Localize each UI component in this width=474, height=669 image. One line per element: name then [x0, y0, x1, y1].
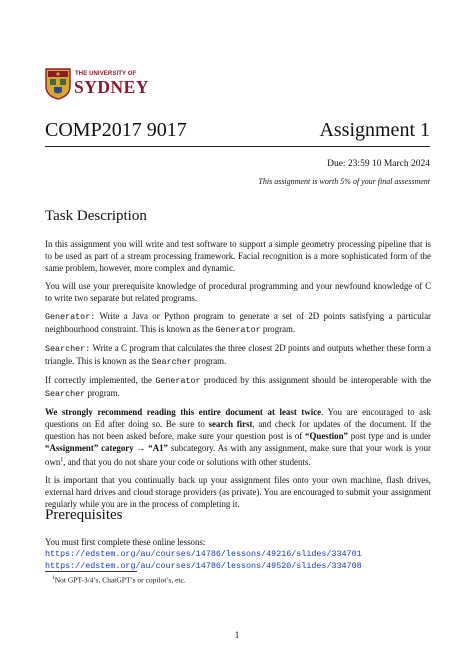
- title-divider: [45, 146, 430, 147]
- prerequisites-body: [45, 536, 431, 572]
- question-type-emphasis: “Question”: [305, 431, 348, 441]
- university-logo: [45, 68, 155, 106]
- footnote-text: Not GPT-3/4’s, ChatGPT’s or copilot’s, etc.: [54, 575, 186, 585]
- title-row: [45, 119, 430, 145]
- interop-text-end: program.: [85, 388, 120, 398]
- instructions-text: subcategory. As with any assignment, make sure that your work is your own: [45, 443, 432, 467]
- generator-label: Generator:: [45, 312, 96, 322]
- instructions-text: . You are encouraged to ask questions on Ed after doing so. Be sure to: [45, 407, 431, 429]
- subcategory-emphasis: “A1”: [148, 443, 168, 453]
- search-first-emphasis: search first: [208, 419, 253, 429]
- university-wordmark: SYDNEY: [74, 77, 149, 97]
- interop-paragraph: [45, 374, 431, 400]
- instructions-paragraph: [45, 406, 431, 468]
- searcher-text-end: program.: [191, 356, 227, 366]
- generator-name: Generator: [155, 376, 201, 386]
- generator-text-end: program.: [260, 324, 296, 334]
- paragraph: It is important that you continually back up your assignment files onto your own machine, flash drives, external hard drives and cloud storage providers (as private). You are encouraged to submit your assignment regularly while you are in the process of completing it.: [45, 474, 431, 509]
- searcher-name: Searcher: [45, 389, 86, 399]
- assignment-title: Assignment 1: [319, 119, 430, 141]
- footnote-number: 1: [52, 575, 55, 581]
- prerequisites-intro: You must first complete these online lessons:: [45, 537, 206, 547]
- prerequisites-heading: Prerequisites: [45, 507, 123, 523]
- generator-text: Write a Java or Python program to generate a set of 2D points satisfying a particular neighbourhood constraint. This is known as the: [45, 311, 431, 334]
- due-date: Due: 23:59 10 March 2024: [327, 159, 430, 169]
- footnote-divider: [45, 571, 137, 572]
- page-number: 1: [234, 630, 240, 640]
- course-code: COMP2017 9017: [45, 119, 187, 141]
- generator-name: Generator: [215, 325, 261, 335]
- interop-text: If correctly implemented, the: [45, 375, 156, 385]
- paragraph: In this assignment you will write and test software to support a simple geometry processing pipeline that is to be used as part of a stream processing framework. Facial recognition is a more sophisticated form of the same problem, however, more complex and dynamic.: [45, 239, 431, 273]
- read-twice-emphasis: We strongly recommend reading this entire document at least twice: [45, 407, 322, 417]
- category-emphasis: “Assignment” category: [45, 443, 134, 453]
- footnote-marker[interactable]: 1: [60, 457, 64, 463]
- university-crest-icon: [45, 68, 71, 100]
- task-description-heading: Task Description: [45, 208, 147, 224]
- footnote: [52, 575, 186, 585]
- assessment-weight: This assignment is worth 5% of your final assessment: [258, 177, 430, 186]
- arrow-text: →: [133, 443, 149, 453]
- task-description-body: [45, 238, 431, 516]
- instructions-text-end: , and that you do not share your code or solutions with other students.: [63, 456, 311, 467]
- searcher-name: Searcher: [151, 357, 192, 367]
- university-wordmark-small: THE UNIVERSITY OF: [75, 71, 137, 77]
- instructions-text: , and check for updates of the document. If the question has not been asked before, make sure your question post is of: [45, 419, 431, 441]
- generator-paragraph: [45, 310, 431, 336]
- searcher-text: Write a C program that calculates the three closest 2D points and outputs whether these form a triangle. This is known as the: [45, 343, 431, 366]
- lesson-link[interactable]: https://edstem.org/au/courses/14786/lessons/49520/slides/334708: [45, 561, 362, 571]
- searcher-paragraph: [45, 342, 431, 368]
- lesson-link[interactable]: https://edstem.org/au/courses/14786/lessons/49216/slides/334701: [45, 549, 362, 559]
- searcher-label: Searcher:: [45, 344, 91, 354]
- instructions-text: post type and is under: [347, 431, 432, 441]
- interop-text: produced by this assignment should be interoperable with the: [200, 375, 431, 385]
- paragraph: You will use your prerequisite knowledge of procedural programming and your newfound knowledge of C to write two separate but related programs.: [45, 281, 431, 303]
